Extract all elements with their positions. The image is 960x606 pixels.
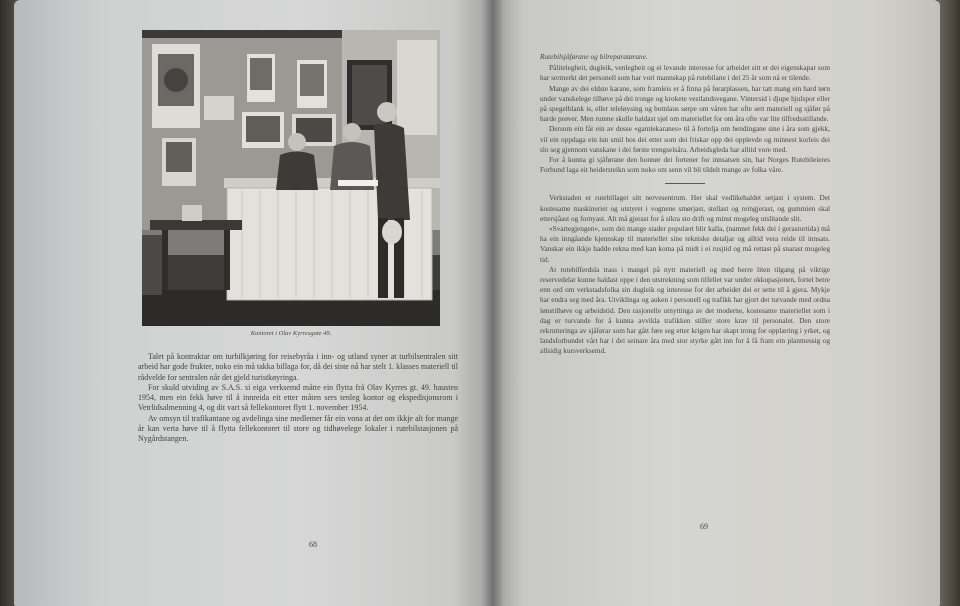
- right-paragraph: Mange av dei eldste karane, som framleis er å finna på førarplassen, har tatt mang ein hard tørn under vanskelege tilhøve på dei tronge og krokete vestlandsvegane. Vintersid i djupe hjulspor eller på spegelblank is, eller teleløysing og botnlaus sørpe om våren har ofte sett materiell og sjåfør på harde prøver. Men rutene skulle haldast sjøl om materiellet for om åra ofte var lite tilfredsstillande.: [540, 83, 830, 124]
- office-photo: [142, 30, 440, 326]
- right-paragraph: Dersom ein får ein av desse «gamlekaranes» til å fortelja om hendingane sine i åra som gjekk, vil ein oppdaga ein lun smil hos dei etter som dei friskar opp dei opplevde og minnest korleis dei slo seg gjennom vanskane i dei første trengselsåra. Arbeidsgleda har alltid vore med.: [540, 124, 830, 154]
- right-paragraph: Verkstaden er rutebillaget sitt nervesentrum. Her skal vedlikehaldet setjast i system. Det kostesame maskineriet og utstyret i vognene smørjast, stellast og reingjerast, og gummien skal ettersjåast og fornyast. Alt må gjerast for å sikra sto drift og minst mogeleg utslitande slit.: [540, 193, 830, 223]
- right-paragraph: For å kunna gi sjåførane den honnør dei fortener for innsatsen sin, har Norges Rutebileieres Forbund laga eit heidersteikn som noko om senn vil bli tildelt mange av folka våre.: [540, 155, 830, 175]
- table-surface-right: [938, 0, 960, 606]
- section-heading: Rutebilsjåførane og bilreparatørane.: [540, 52, 648, 61]
- left-paragraph: Talet på kontraktar om turbilkjøring for reisebyråa i inn- og utland syner at turbilsentralen sitt arbeid har gode frukter, noko ein må takka billaga for, då dei siste nå har stelt 1. klasses materiell til rådvelde for sentralen når det gjeld turistkøyringa.: [138, 352, 458, 382]
- page-number-right: 69: [700, 522, 708, 531]
- page-number-left: 68: [309, 540, 317, 549]
- section-divider: [665, 183, 705, 184]
- left-page: [14, 0, 492, 606]
- right-paragraph: At rutebilferdsla trass i mangel på nytt materiell og med berre liten tilgang på viktige reservedelar kunne haldast oppe i den utstrekning som tilfellet var under okkupasjonen, fortel betre enn ord om verkstadsfolka sin dugleik og interesse for det arbeidet dei er sette til å gjera. Mykje har endra seg med åra. Utviklinga og auken i personell og trafikk har gjort det turvande med ordna lønstilhøve og arbeidstid. Den rasjonelle utnyttinga av det moderne, kostesame materiellet som i dag er turvande for å kunna avvikla trafikken stiller store krav til personalet. Den store rekrutteringa av sjåførar som har gått føre seg etter krigen har skapt trong for opplæring i yrket, og landsforbundet vårt har i dei seinare åra med stor styrke gått inn for å få fram ein planmessig og allsidig kursverksemd.: [540, 264, 830, 356]
- left-body-text: [138, 352, 458, 445]
- left-paragraph: For skuld utviding av S.A.S. si eiga verksemd måtte ein flytta frå Olav Kyrres gt. 49. hausten 1954, men ein fekk høve til å innreida eit etter måten sers tenleg kontor og ekspedisjonsrom i Vetrlidsalmenning 4, og dit vart så fellekontoret flytt 1. november 1954.: [138, 382, 458, 413]
- left-paragraph: Av omsyn til trafikantane og avdelinga sine medlemer får ein vona at det om ikkje alt for mange år kan verta høve til å flytta fellekontoret til store og tidhøvelege lokaler i rutebilstasjonen på Nygårdstangen.: [138, 413, 458, 444]
- right-paragraph: Pålitelegheit, dugleik, venlegheit og ei levande interesse for arbeidet sitt er dei eigenskapar som har sermerkt det personell som har vori mannskap på rutebilane i dei 25 år som nå er tilende.: [540, 63, 830, 83]
- right-body-text: [540, 52, 830, 357]
- right-paragraph: «Svartegjengen», som dei mange stader populært blir kalla, (namnet fekk dei i gerastortida) må ha ein inngåande kjennskap til materiellet sine tekniske detaljar og alltid vera reide til innsats. Vanskar ein ikkje hadde rekna med kan koma på midt i ei rusjtid og må rettast på snarast mogeleg tid.: [540, 224, 830, 264]
- right-page: [492, 0, 940, 606]
- photo-caption: Kontoret i Olav Kyrresgate 49.: [250, 330, 332, 337]
